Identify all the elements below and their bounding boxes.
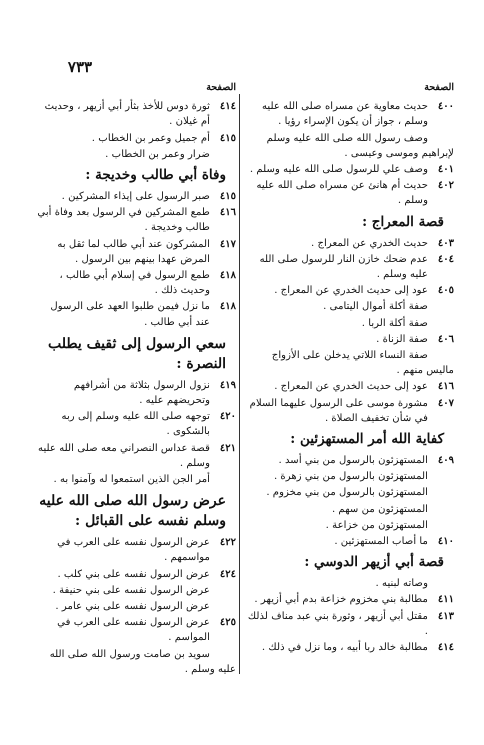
index-entry: [244, 592, 454, 607]
index-entry: [244, 131, 454, 161]
entry-text: صفة الزناة .: [376, 333, 428, 345]
index-entry: [244, 299, 454, 314]
entry-text: عرض الرسول نفسه على بني كلب .: [57, 568, 210, 580]
index-entry: [36, 615, 236, 645]
index-entry: [36, 599, 236, 614]
entry-page-number: ٤٠٢: [437, 180, 454, 192]
entry-text: نزول الرسول بثلاثة من أشرافهم وتحريضهم عليه .: [73, 379, 210, 407]
entry-page-number: ٤٢١: [219, 442, 236, 454]
page-number: ٧٣٣: [67, 58, 93, 76]
entry-page-number: ٤١٦: [219, 207, 236, 219]
entry-page-number: ٤١٣: [437, 610, 454, 622]
entry-text: حديث الخدري عن المعراج .: [310, 237, 428, 249]
entry-page-number: ٤١٩: [219, 379, 236, 391]
section-heading: قصة أبي أزيهر الدوسي :: [304, 554, 444, 571]
index-entry: [36, 535, 236, 565]
entry-text: عرض الرسول نفسه على بني عامر .: [55, 601, 210, 613]
entry-page-number: ٤١٧: [219, 238, 236, 250]
entry-text: عرض الرسول نفسه على العرب في مواسمهم .: [57, 537, 210, 564]
entry-page-number: ٤٢٢: [219, 537, 236, 549]
index-entry: [244, 534, 454, 549]
entry-page-number: ٤١٥: [219, 132, 236, 144]
index-entry: [244, 332, 454, 347]
index-entry: [244, 99, 454, 129]
entry-text: أم جميل وعمر بن الخطاب .: [91, 132, 210, 144]
index-entry: [36, 147, 236, 162]
index-entry: [244, 379, 454, 394]
entry-text: مقتل أبي أزيهر ، وثورة بني عبد مناف لذلك .: [247, 610, 428, 637]
index-entry: [244, 453, 454, 468]
index-entry: [244, 518, 454, 533]
entry-text: عرض الرسول نفسه على بني حنيفة .: [52, 584, 210, 596]
index-entry: [244, 252, 454, 282]
entry-page-number: ٤٠١: [437, 164, 454, 176]
entry-text: مطالبة خالد ربا أبيه ، وما نزل في ذلك .: [261, 642, 428, 654]
entry-text: طمع الرسول في إسلام أبي طالب ، وحديث ذلك .: [59, 270, 210, 297]
index-entry: [244, 485, 454, 500]
entry-text: عدم ضحك خازن النار للرسول صلى الله عليه وسلم .: [259, 253, 428, 281]
entry-text: طمع المشركين في الرسول بعد وفاة أبي طالب وخديجة .: [37, 207, 210, 234]
entry-text: ما نزل فيمن طلبوا العهد على الرسول عند أبي طالب .: [50, 301, 210, 328]
entry-text: وصاته لبنيه .: [375, 578, 428, 590]
index-entry: [244, 283, 454, 298]
index-entry: [244, 576, 454, 591]
entry-text: صفة أكلة الربا .: [361, 317, 428, 329]
section-heading: كفاية الله أمر المستهزئين :: [290, 431, 444, 448]
entry-page-number: ٤٠٦: [437, 333, 454, 345]
right-column-header: الصفحة: [424, 82, 454, 93]
entry-text: المستهزئون بالرسول من بني مخزوم .: [266, 487, 428, 499]
index-entry: [244, 236, 454, 251]
left-column: [36, 80, 236, 678]
index-entry: [36, 237, 236, 267]
entry-text: المستهزئون بالرسول من بني زهرة .: [273, 471, 428, 483]
entry-text: المستهزئون من سهم .: [331, 503, 428, 515]
entry-page-number: ٤٠٧: [437, 397, 454, 409]
index-entry: [244, 640, 454, 655]
entry-page-number: ٤١٨: [219, 270, 236, 282]
entry-page-number: ٤١٦: [437, 381, 454, 393]
index-entry: [244, 178, 454, 208]
index-entry: [244, 469, 454, 484]
entry-text: المستهزئون من خزاعة .: [325, 519, 428, 531]
entry-page-number: ٤٠٩: [437, 455, 454, 467]
right-column: [244, 80, 454, 656]
index-entry: [36, 205, 236, 235]
entry-text: ما أصاب المستهزئين .: [334, 536, 428, 548]
index-entry: [244, 162, 454, 177]
index-entry: [36, 409, 236, 439]
index-entry: [244, 348, 454, 378]
entry-text: صفة أكلة أموال اليتامى .: [323, 301, 428, 313]
entry-text: عود إلى حديث الخدري عن المعراج .: [274, 285, 428, 297]
entry-text: مشورة موسى على الرسول عليهما السلام في شأن تخفيف الصلاة .: [249, 397, 428, 424]
entry-page-number: ٤١١: [437, 594, 454, 606]
entry-text: سويد بن صامت ورسول الله صلى الله عليه وسلم .: [49, 648, 236, 675]
entry-page-number: ٤١٨: [219, 301, 236, 313]
column-divider: [239, 94, 240, 674]
entry-page-number: ٤١٥: [219, 191, 236, 203]
entry-text: توجهه صلى الله عليه وسلم إلى ربه بالشكوى .: [61, 411, 210, 438]
entry-text: صبر الرسول على إيذاء المشركين .: [61, 191, 210, 203]
entry-text: حديث أم هانئ عن مسراه صلى الله عليه وسلم .: [256, 180, 428, 207]
index-entry: [36, 583, 236, 598]
entry-text: أمر الجن الذين استمعوا له وآمنوا به .: [53, 474, 210, 486]
entry-text: ضرار وعمر بن الخطاب .: [105, 148, 210, 160]
index-entry: [36, 567, 236, 582]
entry-text: صفة النساء اللاتي يدخلن على الأزواج ماليس منهم .: [271, 350, 454, 377]
index-entry: [36, 189, 236, 204]
entry-text: قصة عداس النصراني معه صلى الله عليه وسلم .: [37, 442, 210, 469]
entry-page-number: ٤١٤: [219, 101, 236, 113]
index-entry: [36, 299, 236, 329]
index-entry: [244, 316, 454, 331]
entry-text: ثورة دوس للأخذ بثأر أبي أزيهر ، وحديث أم غيلان .: [44, 101, 210, 128]
left-column-header: الصفحة: [206, 82, 236, 93]
index-entry: [36, 472, 236, 487]
index-entry: [36, 131, 236, 146]
index-entry: [244, 609, 454, 639]
index-entry: [36, 99, 236, 129]
entry-page-number: ٤١٤: [437, 642, 454, 654]
entry-text: عود إلى حديث الخدري عن المعراج .: [274, 381, 428, 393]
entry-text: المستهزئون بالرسول من بني أسد .: [278, 455, 428, 467]
entry-page-number: ٤٠٠: [437, 101, 454, 113]
index-entry: [244, 502, 454, 517]
entry-text: وصف علي للرسول صلى الله عليه وسلم .: [249, 164, 428, 176]
entry-text: عرض الرسول نفسه على العرب في المواسم .: [57, 617, 210, 644]
section-heading: وفاة أبي طالب وخديجة :: [85, 167, 226, 184]
entry-text: وصف رسول الله صلى الله عليه وسلم لإبراهيم وموسى وعيسى .: [266, 132, 454, 159]
section-heading: عرض رسول الله صلى الله عليه وسلم نفسه على القبائل :: [39, 493, 226, 530]
index-entry: [36, 378, 236, 408]
section-heading: سعي الرسول إلى ثقيف يطلب النصرة :: [48, 335, 226, 372]
entry-page-number: ٤٠٤: [437, 253, 454, 265]
entry-page-number: ٤٢٠: [219, 411, 236, 423]
entry-page-number: ٤١٠: [437, 536, 454, 548]
index-entry: [36, 441, 236, 471]
section-heading: قصة المعراج :: [362, 213, 444, 230]
entry-text: حديث معاوية عن مسراه صلى الله عليه وسلم ، جواز أن يكون الإسراء رؤيا .: [261, 101, 428, 128]
entry-text: مطالبة بني مخزوم خزاعة بدم أبي أزيهر .: [254, 594, 428, 606]
entry-page-number: ٤٠٣: [437, 237, 454, 249]
index-entry: [36, 268, 236, 298]
entry-page-number: ٤٠٥: [437, 285, 454, 297]
index-entry: [36, 647, 236, 677]
index-entry: [244, 396, 454, 426]
entry-page-number: ٤٢٥: [219, 617, 236, 629]
entry-text: المشركون عند أبي طالب لما ثقل به المرض عهدا بينهم بين الرسول .: [57, 238, 210, 265]
entry-page-number: ٤٢٤: [219, 568, 236, 580]
